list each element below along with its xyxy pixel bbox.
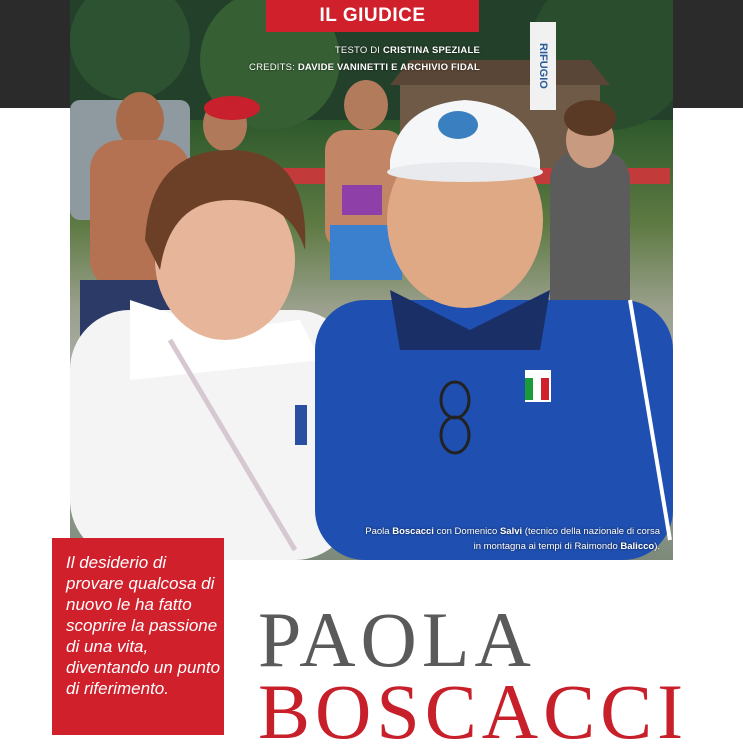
caption-text: (tecnico della nazionale di corsa in montagna ai tempi di Raimondo xyxy=(473,526,660,552)
title-first-name: PAOLA xyxy=(258,596,536,683)
caption-text: con Domenico xyxy=(433,526,500,537)
article-credits xyxy=(240,42,480,76)
feature-photo xyxy=(70,0,673,560)
credits-prefix: CREDITS: xyxy=(249,62,295,73)
caption-name: Boscacci xyxy=(392,526,434,537)
caption-text: Paola xyxy=(365,526,393,537)
background-sign: RIFUGIO xyxy=(530,22,556,110)
title-last-name: BOSCACCI xyxy=(258,668,689,755)
author-line xyxy=(240,42,480,59)
caption-text: ). xyxy=(654,541,660,552)
pull-quote-box xyxy=(52,538,224,735)
credits-names: DAVIDE VANINETTI E ARCHIVIO FIDAL xyxy=(297,62,480,73)
author-prefix: TESTO DI xyxy=(334,45,381,56)
author-name: CRISTINA SPEZIALE xyxy=(383,45,480,56)
credits-line xyxy=(240,59,480,76)
photo-illustration xyxy=(70,0,673,560)
caption-name: Balicco xyxy=(620,541,655,552)
section-tag: IL GIUDICE xyxy=(266,0,479,32)
photo-caption xyxy=(360,524,660,554)
pull-quote-text: Il desiderio di provare qualcosa di nuovo le ha fatto scoprire la passione di una vita, diventando un punto di riferimento. xyxy=(66,553,221,698)
caption-name: Salvi xyxy=(499,526,523,537)
